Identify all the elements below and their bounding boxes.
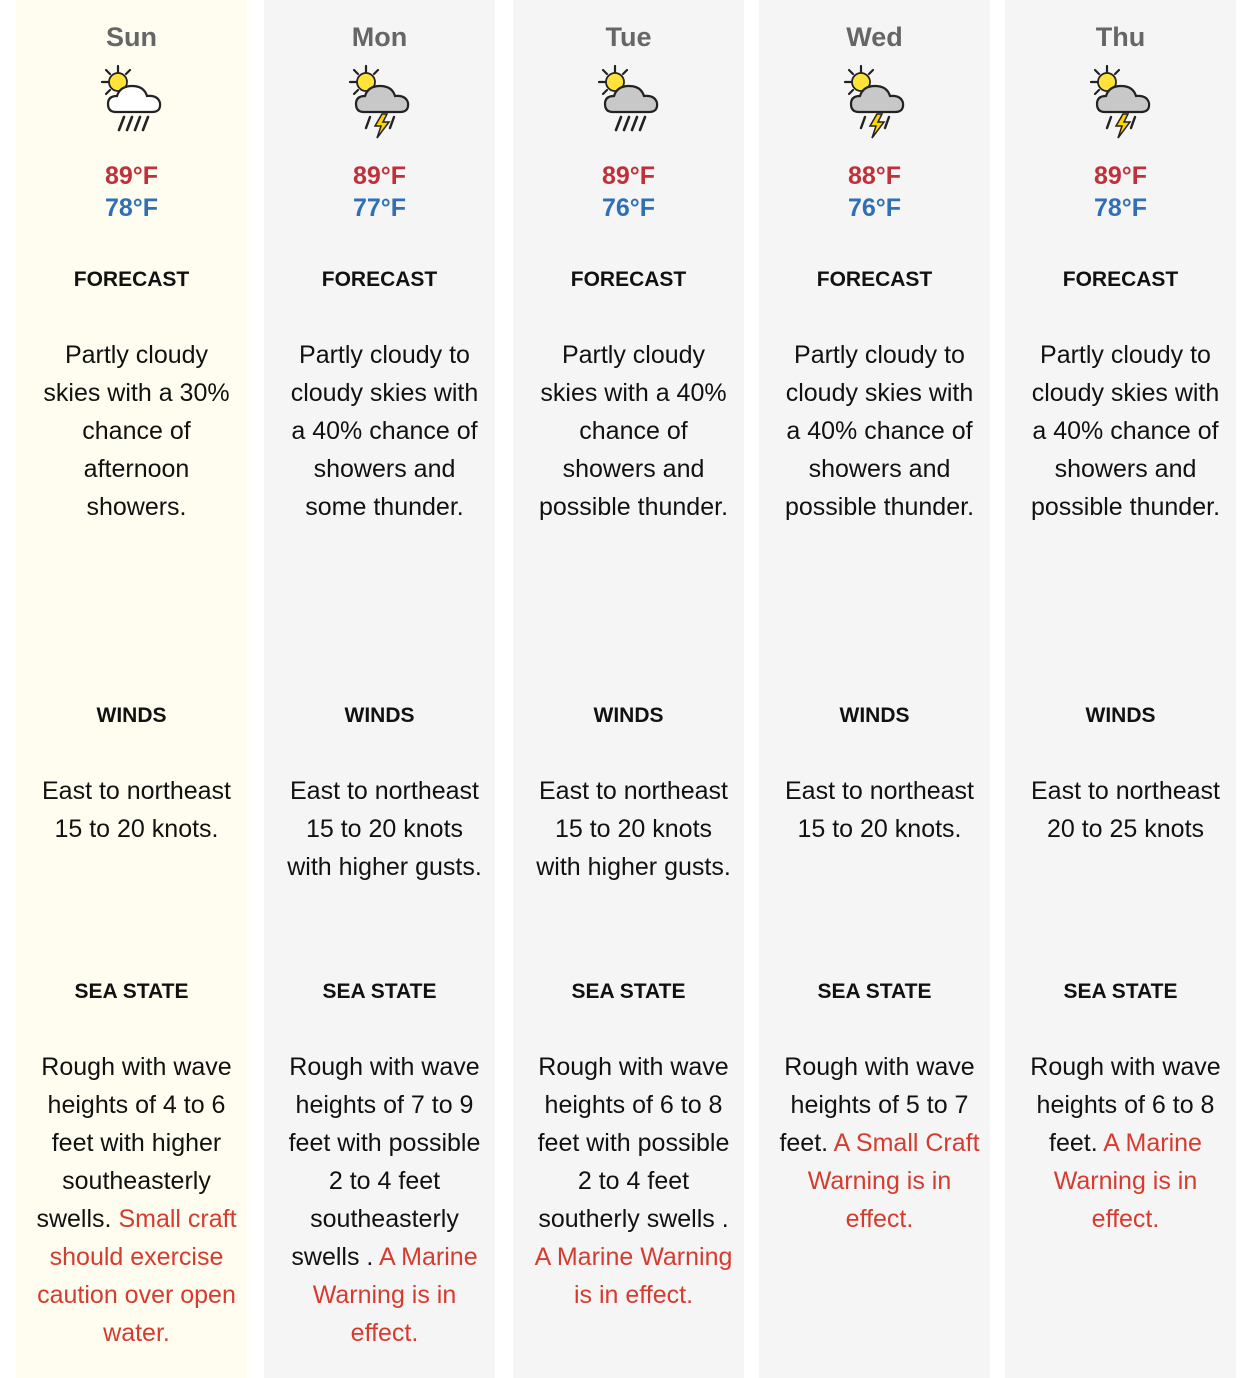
winds-text: East to northeast 15 to 20 knots with higher gusts. [536,777,731,881]
day-name: Thu [1095,22,1146,52]
day-column-thu [1005,0,1236,1378]
partly-cloudy-showers-icon [96,62,176,142]
day-name: Sun [106,22,157,52]
winds-heading: WINDS [1085,704,1156,727]
forecast-text: Partly cloudy to cloudy skies with a 40% chance of showers and possible thunder. [784,341,975,521]
winds-text: East to northeast 20 to 25 knots [1030,777,1220,843]
sea-state-heading: SEA STATE [74,980,189,1003]
winds-heading: WINDS [344,704,415,727]
winds-text: East to northeast 15 to 20 knots. [41,777,231,843]
winds-heading: WINDS [839,704,910,727]
sea-state-heading: SEA STATE [817,980,932,1003]
low-temperature: 77°F [352,194,407,222]
day-column-wed [759,0,990,1378]
low-temperature: 78°F [104,194,159,222]
sea-warning: Small craft should exercise caution over open water. [37,1205,237,1347]
sea-state-description: Rough with wave heights of 4 to 6 feet with higher southeasterly swells. [36,1053,232,1233]
forecast-heading: FORECAST [816,268,933,291]
sea-state-heading: SEA STATE [571,980,686,1003]
high-temperature: 89°F [601,162,656,190]
sea-state-description: Rough with wave heights of 5 to 7 feet. [779,1053,975,1157]
winds-heading: WINDS [593,704,664,727]
partly-cloudy-showers-icon [593,62,673,142]
sea-state-text [777,1048,982,1238]
sea-state-text [531,1048,736,1314]
sea-state-description: Rough with wave heights of 7 to 9 feet with possible 2 to 4 feet southeasterly swells . [288,1053,481,1271]
forecast-text: Partly cloudy to cloudy skies with a 40% chance of showers and possible thunder. [1030,341,1221,521]
winds-heading: WINDS [96,704,167,727]
forecast-heading: FORECAST [570,268,687,291]
winds-text: East to northeast 15 to 20 knots. [784,777,974,843]
high-temperature: 89°F [352,162,407,190]
forecast-heading: FORECAST [1062,268,1179,291]
low-temperature: 78°F [1093,194,1148,222]
day-name: Mon [351,22,408,52]
forecast-text: Partly cloudy to cloudy skies with a 40% chance of showers and some thunder. [290,341,479,521]
sea-warning: A Marine Warning is in effect. [534,1243,733,1309]
forecast-text: Partly cloudy skies with a 30% chance of afternoon showers. [43,341,230,521]
high-temperature: 88°F [847,162,902,190]
sea-state-text [1023,1048,1228,1238]
day-name: Tue [605,22,652,52]
day-name: Wed [846,22,903,52]
sea-state-description: Rough with wave heights of 6 to 8 feet. [1030,1053,1221,1157]
day-column-tue [513,0,744,1378]
forecast-text: Partly cloudy skies with a 40% chance of showers and possible thunder. [538,341,729,521]
partly-cloudy-thunderstorm-icon [344,62,424,142]
sea-warning: A Marine Warning is in effect. [312,1243,478,1347]
low-temperature: 76°F [847,194,902,222]
sea-warning: A Small Craft Warning is in effect. [807,1129,980,1233]
low-temperature: 76°F [601,194,656,222]
forecast-heading: FORECAST [73,268,190,291]
sea-state-heading: SEA STATE [1063,980,1178,1003]
winds-text: East to northeast 15 to 20 knots with higher gusts. [287,777,482,881]
sea-state-description: Rough with wave heights of 6 to 8 feet with possible 2 to 4 feet southerly swells . [537,1053,730,1233]
sea-state-text [282,1048,487,1352]
day-column-mon [264,0,495,1378]
forecast-heading: FORECAST [321,268,438,291]
high-temperature: 89°F [1093,162,1148,190]
day-column-sun [16,0,247,1378]
sea-state-text [34,1048,239,1352]
sea-state-heading: SEA STATE [322,980,437,1003]
sea-warning: A Marine Warning is in effect. [1053,1129,1202,1233]
high-temperature: 89°F [104,162,159,190]
partly-cloudy-thunderstorm-icon [1085,62,1165,142]
partly-cloudy-thunderstorm-icon [839,62,919,142]
